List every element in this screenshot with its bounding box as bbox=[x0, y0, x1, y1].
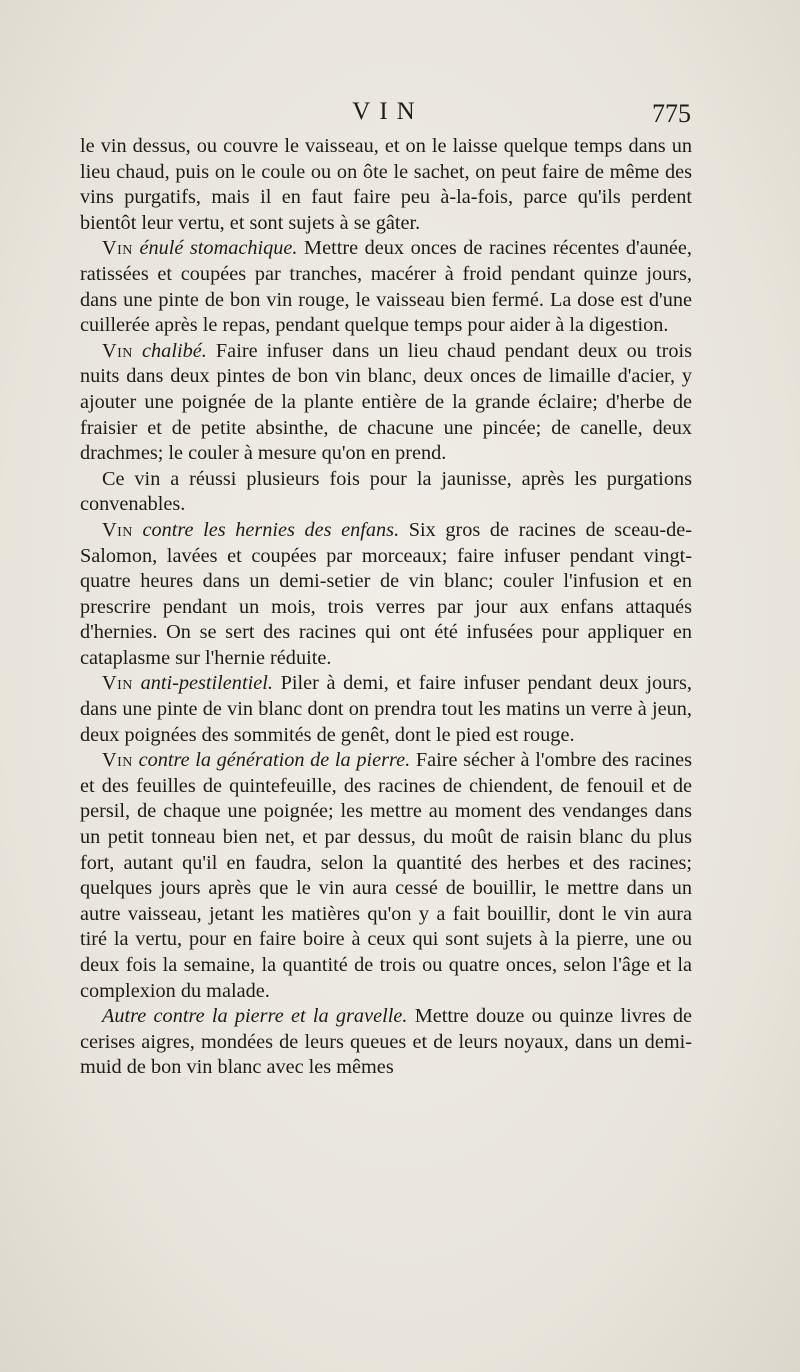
entry-lead-word: Vin bbox=[102, 672, 133, 695]
paragraph-continuation bbox=[80, 134, 692, 236]
entry-vin-contre-pierre bbox=[80, 748, 692, 1004]
entry-title: Autre contre la pierre et la gravelle. bbox=[102, 1005, 408, 1028]
entry-vin-chalibe bbox=[80, 339, 692, 467]
entry-lead-word: Vin bbox=[102, 518, 133, 541]
paragraph-text: le vin dessus, ou couvre le vaisseau, et on le laisse quelque temps dans un lieu chaud, puis on le coule ou on ôte le sachet, on peut faire de même des vins purgatifs, mais il en faut faire peu à-la-fois, parce qu'ils perdent bientôt leur vertu, et sont sujets à se gâter. bbox=[80, 135, 692, 234]
body-text bbox=[80, 134, 692, 1081]
entry-vin-contre-hernies bbox=[80, 518, 692, 672]
entry-vin-enule-stomachique bbox=[80, 236, 692, 338]
entry-lead-word: Vin bbox=[102, 237, 133, 260]
running-head: VIN bbox=[352, 98, 424, 125]
paragraph-text: Six gros de racines de sceau-de-Salomon, lavées et coupées par morceaux; faire infuser pendant vingt-quatre heures dans un demi-setier de vin blanc; couler l'infusion et en prescrire pendant un mois, trois verres par jour aux enfans attaqués d'hernies. On se sert des racines qui ont été infusées pour appliquer en cataplasme sur l'hernie réduite. bbox=[80, 518, 692, 669]
entry-title: contre les hernies des enfans. bbox=[142, 518, 400, 541]
paragraph-text: Piler à demi, et faire infuser pendant deux jours, dans une pinte de vin blanc dont on prendra tout les matins un verre à jeun, deux poignées des sommités de genêt, dont le pied est rouge. bbox=[80, 672, 692, 746]
page-header bbox=[85, 98, 691, 130]
paragraph-text: Faire sécher à l'ombre des racines et des feuilles de quintefeuille, des racines de chiendent, de fenouil et de persil, de chaque une poignée; les mettre au moment des vendanges dans un petit tonneau bien net, et par dessus, du moût de raisin blanc du plus fort, autant qu'il en faudra, selon la quantité des herbes et des racines; quelques jours après que le vin aura cessé de bouillir, le mettre dans un autre vaisseau, jetant les matières qu'on y a fait bouillir, dont le vin aura tiré la vertu, pour en faire boire à ceux qui sont sujets à la pierre, une ou deux fois la semaine, la quantité de trois ou quatre onces, selon l'âge et la complexion du malade. bbox=[80, 749, 693, 1002]
paragraph-text: Mettre deux onces de racines récentes d'aunée, ratissées et coupées par tranches, macérer à froid pendant quinze jours, dans une pinte de bon vin rouge, le vaisseau bien fermé. La dose est d'une cuillerée après le repas, pendant quelque temps pour aider à la digestion. bbox=[80, 237, 693, 337]
entry-title: chalibé. bbox=[142, 339, 207, 362]
entry-title: énulé stomachique. bbox=[139, 237, 298, 260]
entry-autre-contre-pierre-gravelle bbox=[80, 1004, 692, 1081]
entry-vin-anti-pestilentiel bbox=[80, 671, 692, 748]
paragraph-text: Faire infuser dans un lieu chaud pendant deux ou trois nuits dans deux pintes de bon vin blanc, deux onces de limaille d'acier, y ajouter une poignée de la plante entière de la grande éclaire; d'herbe de fraisier et de petite absinthe, de chacune une pincée; de canelle, deux drachmes; le couler à mesure qu'on en prend. bbox=[80, 339, 693, 465]
entry-title: anti-pestilentiel. bbox=[140, 672, 273, 695]
entry-lead-word: Vin bbox=[102, 749, 133, 772]
paragraph-note bbox=[80, 467, 692, 518]
entry-lead-word: Vin bbox=[102, 339, 133, 362]
entry-title: contre la génération de la pierre. bbox=[138, 749, 411, 772]
paragraph-text: Ce vin a réussi plusieurs fois pour la jaunisse, après les purgations convenables. bbox=[80, 467, 692, 516]
page-number: 775 bbox=[652, 99, 691, 128]
paragraph-text: Mettre douze ou quinze livres de cerises aigres, mondées de leurs queues et de leurs noyaux, dans un demi-muid de bon vin blanc avec les mêmes bbox=[80, 1005, 692, 1079]
